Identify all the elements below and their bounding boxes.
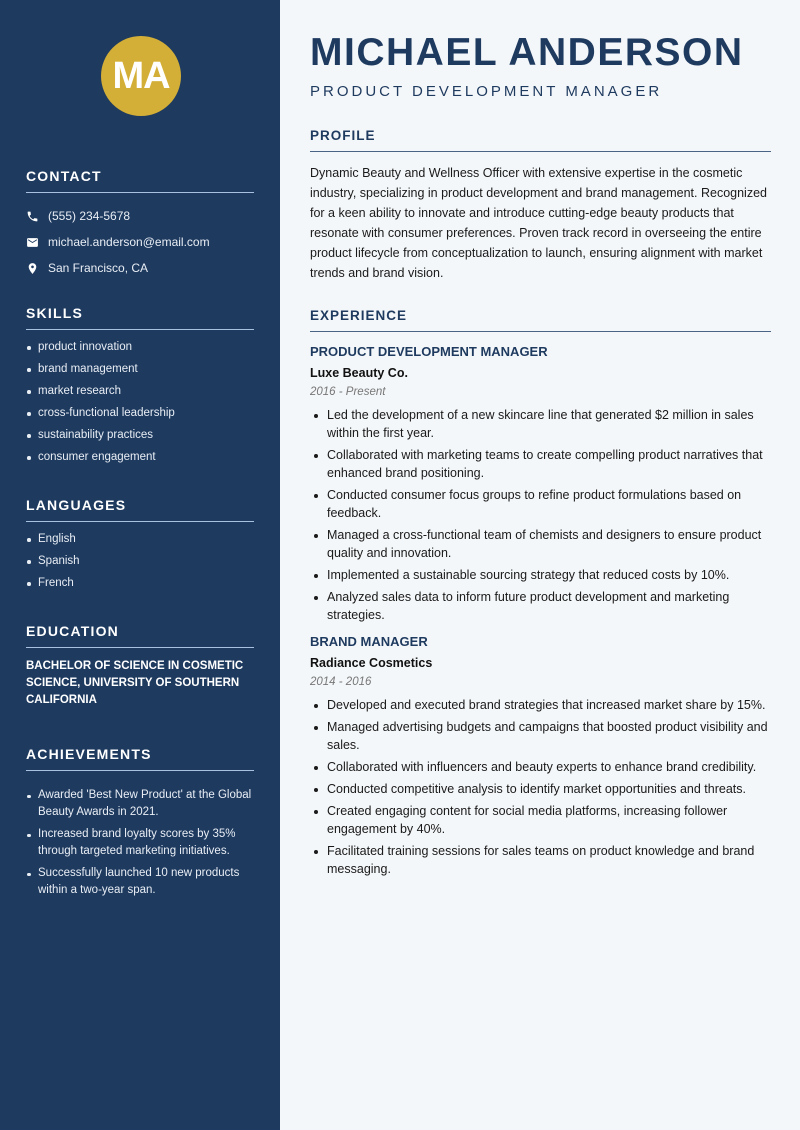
job-bullet: Analyzed sales data to inform future product development and marketing strategies. [310,588,771,624]
language-item: English [26,531,254,547]
contact-location [26,255,254,281]
education-degree: BACHELOR OF SCIENCE IN COSMETIC SCIENCE, UNIVERSITY OF SOUTHERN CALIFORNIA [26,660,244,706]
language-item: Spanish [26,553,254,569]
job-bullet: Developed and executed brand strategies that increased market share by 15%. [310,696,771,714]
job-bullet: Conducted consumer focus groups to refine product formulations based on feedback. [310,486,771,522]
profile-heading: PROFILE [310,128,771,152]
skill-item: consumer engagement [26,449,254,465]
skill-item: product innovation [26,339,254,355]
contact-list [26,203,254,281]
email-address[interactable]: michael.anderson@email.com [48,235,210,249]
achievements-section [26,746,254,904]
avatar-initials: MA [112,54,170,97]
education-section [26,623,254,709]
job-bullet: Managed a cross-functional team of chemists and designers to ensure product quality and innovation. [310,526,771,562]
job-bullet: Facilitated training sessions for sales teams on product knowledge and brand messaging. [310,842,771,878]
skills-heading: SKILLS [26,305,254,330]
job-bullet: Conducted competitive analysis to identify market opportunities and threats. [310,780,771,798]
contact-section [26,168,254,281]
achievements-heading: ACHIEVEMENTS [26,746,254,771]
job-bullets [310,406,771,624]
sidebar [0,0,280,1130]
contact-phone [26,203,254,229]
location-text: San Francisco, CA [48,261,149,275]
job-bullet: Managed advertising budgets and campaigns that boosted product visibility and sales. [310,718,771,754]
profile-summary: Dynamic Beauty and Wellness Officer with extensive expertise in the cosmetic industry, specializing in product development and brand management. Recognized for a keen ability to innovate and introduce cutting-edge beauty products that resonate with consumer preferences. Proven track record in overseeing the entire product lifecycle from conceptualization to launch, ensuring alignment with market trends and brand vision. [310,166,767,280]
skills-list [26,339,254,465]
job-company: Radiance Cosmetics [310,656,433,670]
skill-item: cross-functional leadership [26,405,254,421]
achievement-item: Awarded 'Best New Product' at the Global Beauty Awards in 2021. [26,787,254,821]
job-bullet: Collaborated with marketing teams to create compelling product narratives that enhanced brand positioning. [310,446,771,482]
contact-email [26,229,254,255]
languages-heading: LANGUAGES [26,497,254,522]
skills-section [26,305,254,471]
job-role: BRAND MANAGER [310,634,428,649]
job-company: Luxe Beauty Co. [310,366,408,380]
achievement-item: Increased brand loyalty scores by 35% through targeted marketing initiatives. [26,826,254,860]
location-pin-icon [26,262,39,275]
experience-section [310,308,771,882]
job-bullets [310,696,771,878]
phone-icon [26,210,39,223]
achievement-item: Successfully launched 10 new products within a two-year span. [26,865,254,899]
job-entry [310,344,771,624]
job-bullet: Created engaging content for social media platforms, increasing follower engagement by 40%. [310,802,771,838]
candidate-name: MICHAEL ANDERSON [310,31,744,74]
job-bullet: Led the development of a new skincare line that generated $2 million in sales within the first year. [310,406,771,442]
phone-number: (555) 234-5678 [48,209,131,223]
job-bullet: Implemented a sustainable sourcing strategy that reduced costs by 10%. [310,566,771,584]
email-icon [26,236,39,249]
avatar [101,36,181,116]
experience-heading: EXPERIENCE [310,308,771,332]
language-item: French [26,575,254,591]
languages-section [26,497,254,597]
job-dates: 2016 - Present [310,386,386,398]
education-heading: EDUCATION [26,623,254,648]
contact-heading: CONTACT [26,168,254,193]
skill-item: sustainability practices [26,427,254,443]
skill-item: brand management [26,361,254,377]
achievements-list [26,787,254,899]
job-dates: 2014 - 2016 [310,676,372,688]
job-bullet: Collaborated with influencers and beauty experts to enhance brand credibility. [310,758,771,776]
languages-list [26,531,254,591]
job-entry [310,634,771,878]
job-role: PRODUCT DEVELOPMENT MANAGER [310,344,548,359]
skill-item: market research [26,383,254,399]
candidate-title: PRODUCT DEVELOPMENT MANAGER [310,83,663,100]
profile-section [310,128,771,283]
